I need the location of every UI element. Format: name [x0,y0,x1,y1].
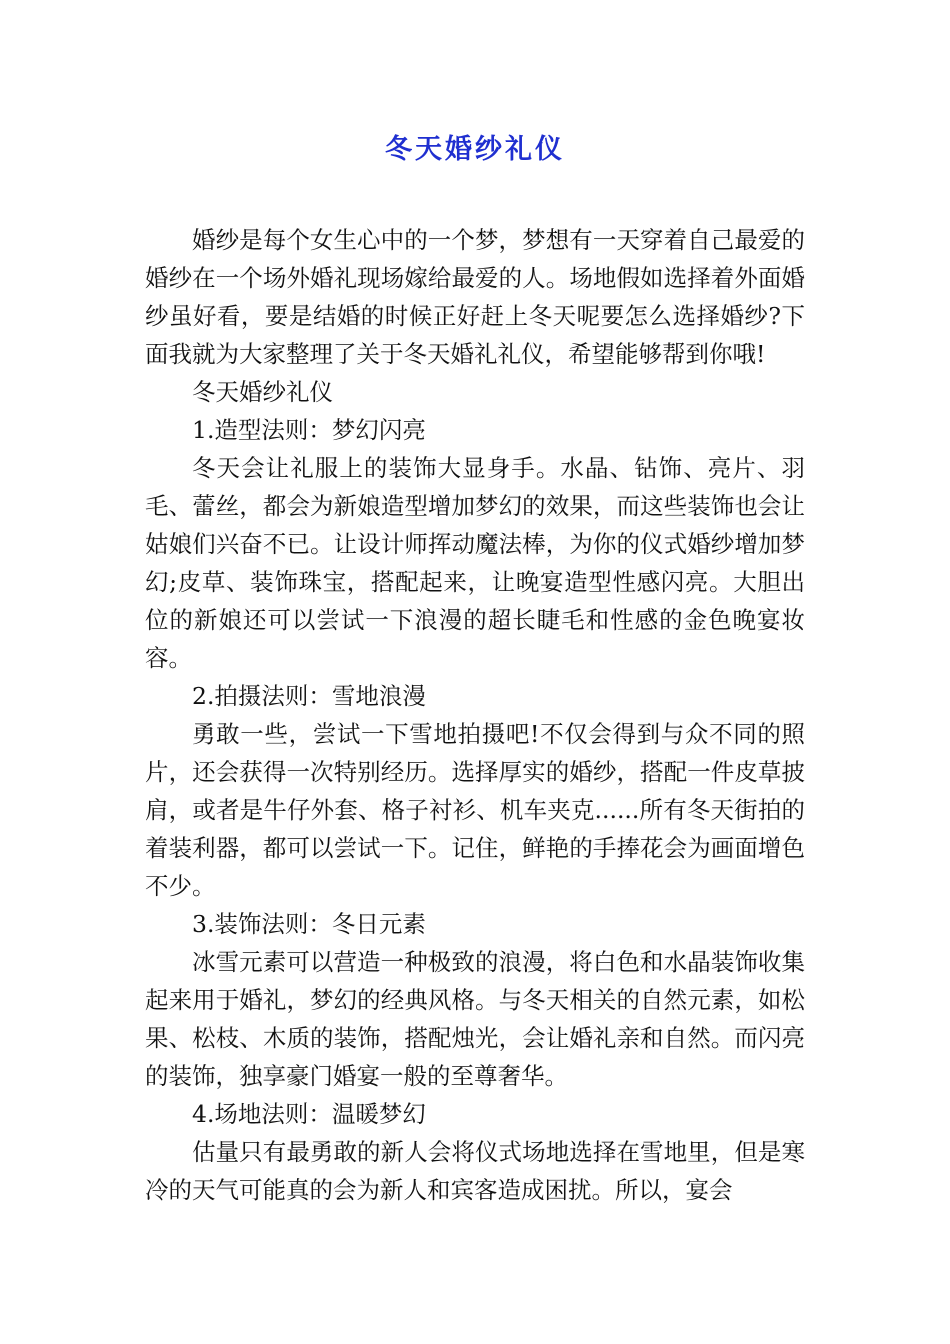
section-heading-venue: 4.场地法则：温暖梦幻 [192,1100,426,1128]
section-heading-decoration: 3.装饰法则：冬日元素 [192,910,426,938]
section-heading-photography: 2.拍摄法则：雪地浪漫 [192,682,426,710]
section-heading: 冬天婚纱礼仪 [192,378,333,406]
intro-paragraph: 婚纱是每个女生心中的一个梦，梦想有一天穿着自己最爱的婚纱在一个场外婚礼现场嫁给最爱的人。场地假如选择着外面婚纱虽好看，要是结婚的时候正好赶上冬天呢要怎么选择婚纱?下面我就为大家整理了关于冬天婚礼礼仪，希望能够帮到你哦! [145,226,805,368]
document-title: 冬天婚纱礼仪 [385,134,565,165]
venue-paragraph: 估量只有最勇敢的新人会将仪式场地选择在雪地里，但是寒冷的天气可能真的会为新人和宾客造成困扰。所以，宴会 [145,1138,805,1204]
styling-paragraph: 冬天会让礼服上的装饰大显身手。水晶、钻饰、亮片、羽毛、蕾丝，都会为新娘造型增加梦幻的效果，而这些装饰也会让姑娘们兴奋不已。让设计师挥动魔法棒，为你的仪式婚纱增加梦幻;皮草、装饰珠宝，搭配起来，让晚宴造型性感闪亮。大胆出位的新娘还可以尝试一下浪漫的超长睫毛和性感的金色晚宴妆容。 [145,454,805,672]
section-heading-styling: 1.造型法则：梦幻闪亮 [192,416,426,444]
document-body [145,221,805,1209]
decoration-paragraph: 冰雪元素可以营造一种极致的浪漫，将白色和水晶装饰收集起来用于婚礼，梦幻的经典风格。与冬天相关的自然元素，如松果、松枝、木质的装饰，搭配烛光，会让婚礼亲和自然。而闪亮的装饰，独享豪门婚宴一般的至尊奢华。 [145,948,805,1090]
photography-paragraph: 勇敢一些，尝试一下雪地拍摄吧!不仅会得到与众不同的照片，还会获得一次特别经历。选择厚实的婚纱，搭配一件皮草披肩，或者是牛仔外套、格子衬衫、机车夹克......所有冬天街拍的着装利器，都可以尝试一下。记住，鲜艳的手捧花会为画面增色不少。 [145,720,805,900]
